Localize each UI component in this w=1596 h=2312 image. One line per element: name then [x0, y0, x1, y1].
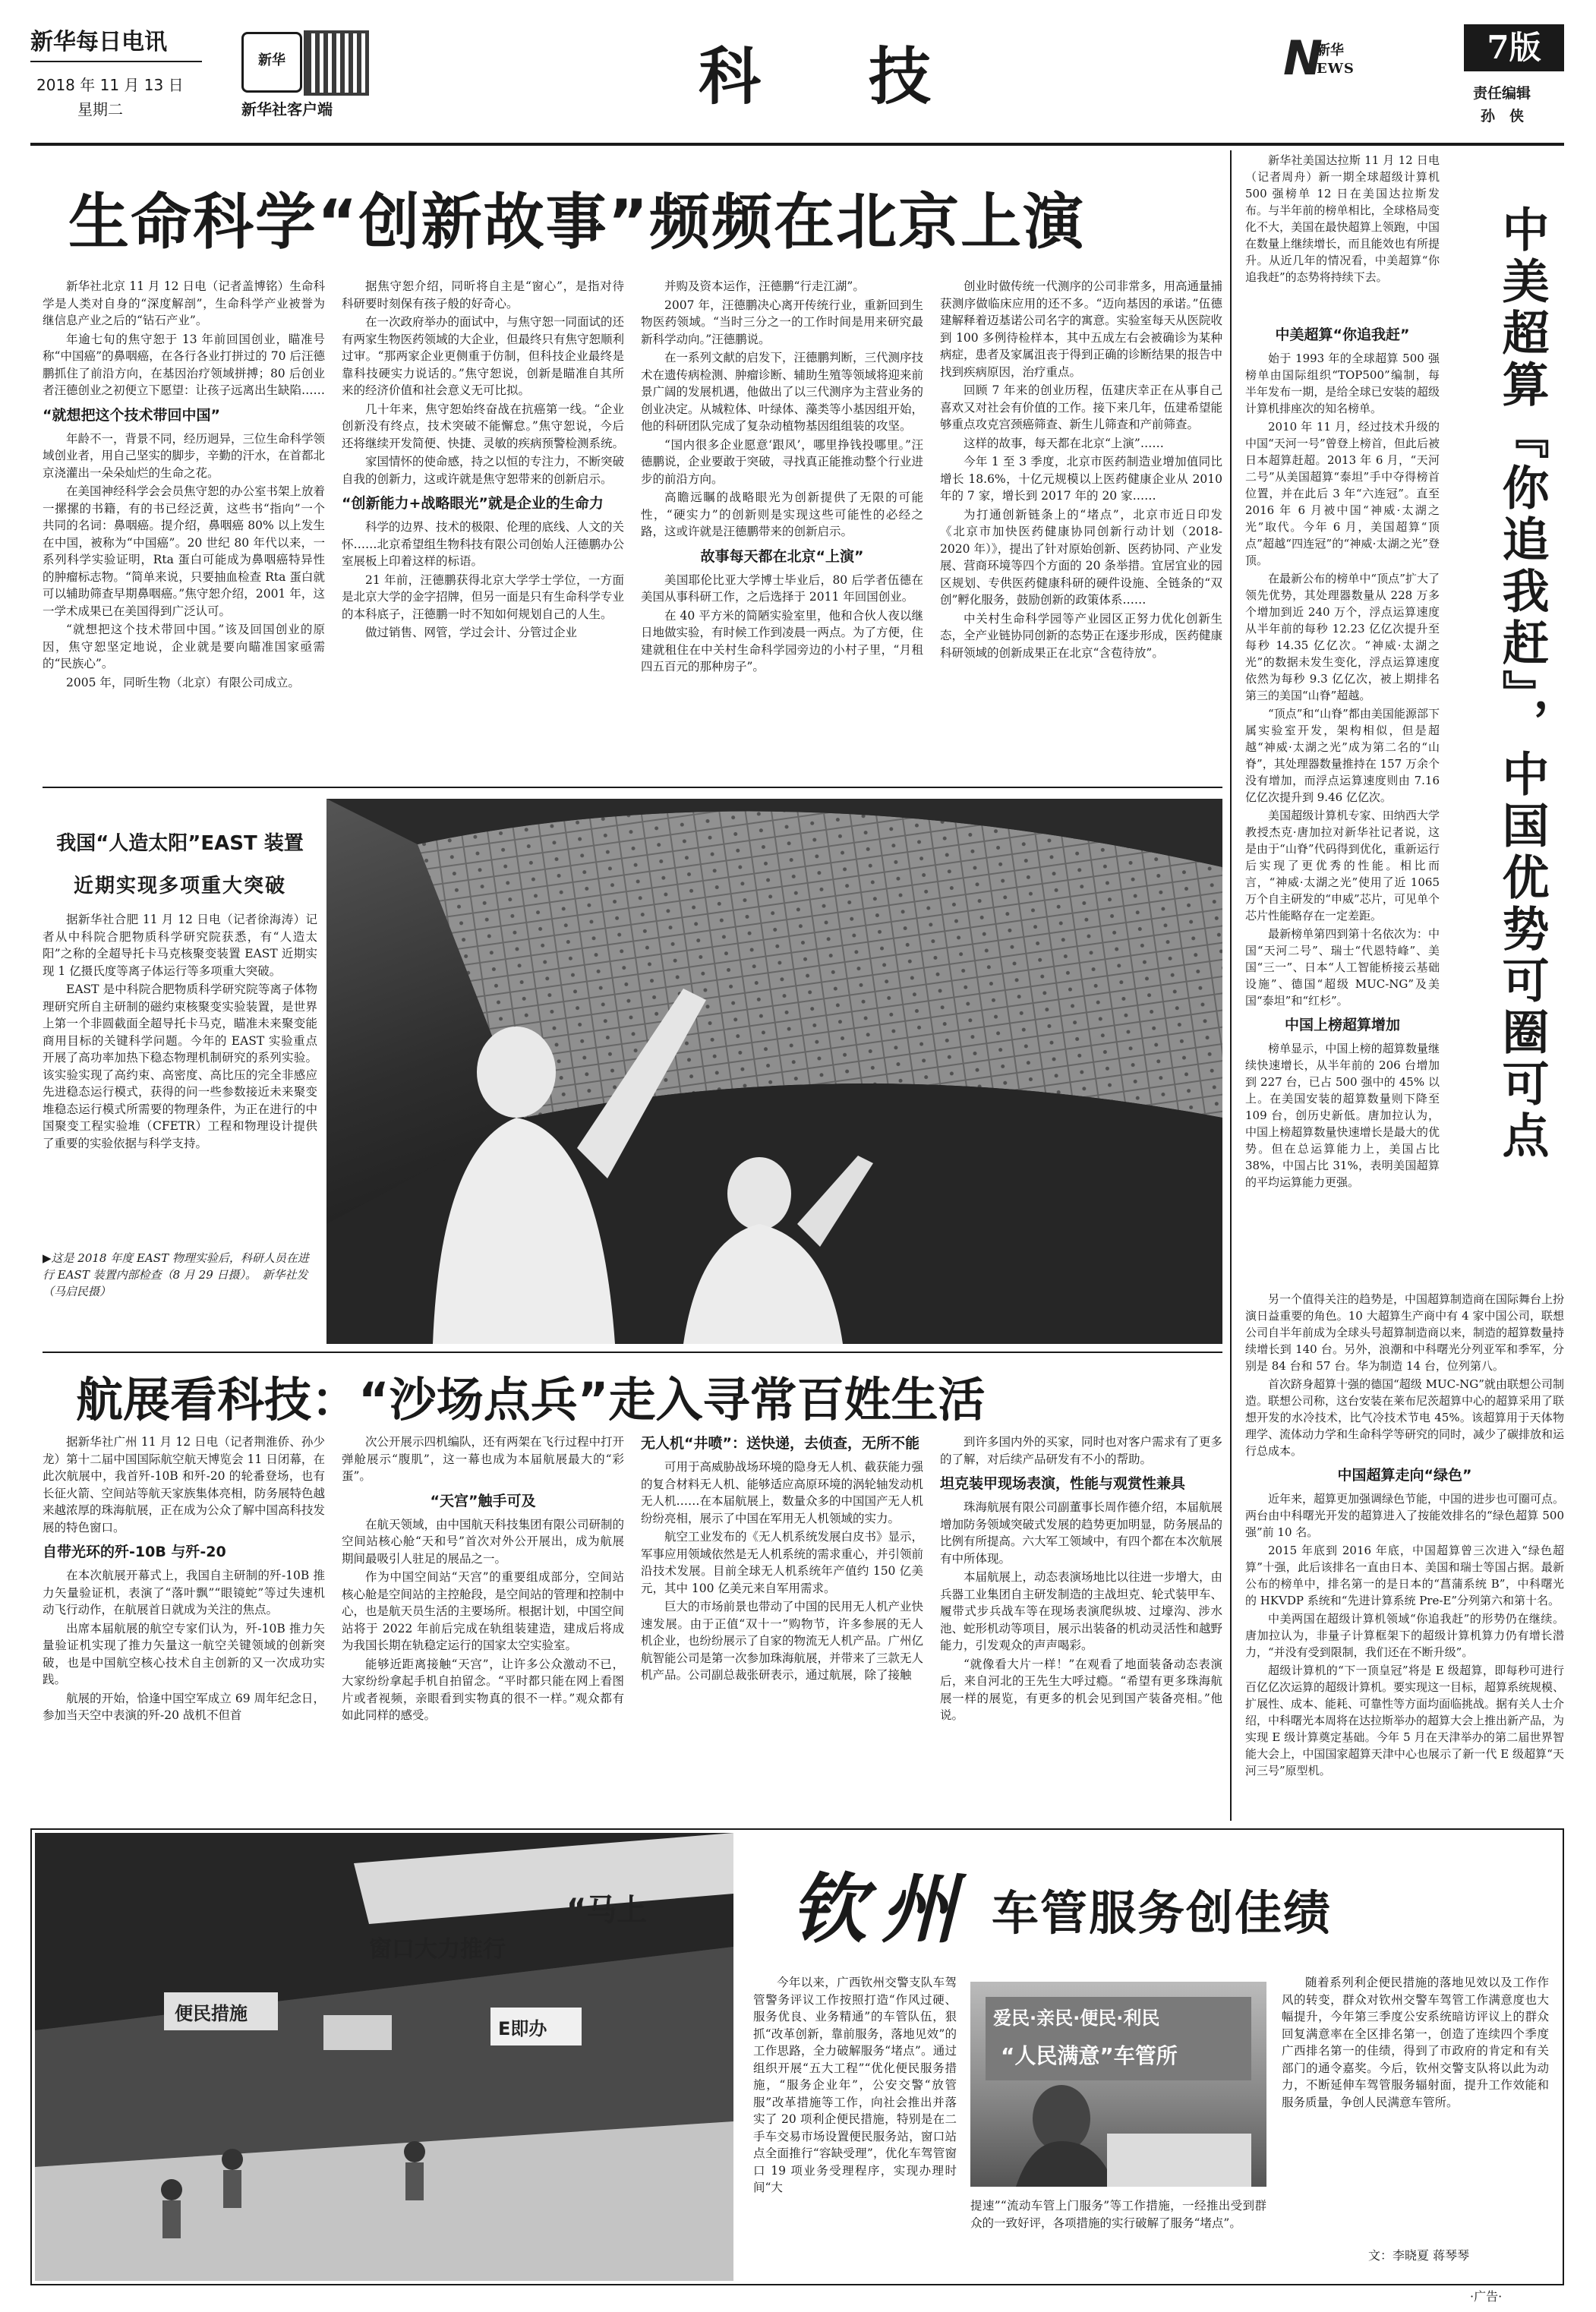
supercomputer-intro-text: 新华社美国达拉斯 11 月 12 日电（记者周舟）新一期全球超级计算机 500 强榜单 12 日在美国达拉斯发布。与半年前的榜单相比，全球格局变化不大，美国在最快超算上领跑，中国在数量上继续增长，而且能效也有所提升。从近几年的情况看，中美超算“你追我赶”的态势将持续下去。	[1245, 153, 1440, 284]
body-paragraph: “顶点”和“山脊”都由美国能源部下属实验室开发，架构相似，但是超越“神威·太湖之光”成为第二名的“山脊”，其处理器数量推持在 157 万余个没有增加，而浮点运算速度则由 7.16 亿亿次提升到 9.46 亿亿次。	[1245, 707, 1440, 804]
hall-sign-1: 窗口大力推行	[369, 1936, 506, 1963]
body-paragraph: 据焦守恕介绍，同昕将自主是“窗心”，是指对待科研要时刻保有孩子般的好奇心。	[342, 279, 624, 311]
body-paragraph: 年龄不一，背景不同，经历迥异，三位生命科学领域创业者，用自己坚实的脚步，辛勤的汗水，在首都北京浇灌出一朵朵灿烂的生命之花。	[43, 431, 325, 480]
headline-life-science: 生命科学“创新故事”频频在北京上演	[68, 187, 1086, 257]
supercomputer-subhead-2: 中国上榜超算增加	[1284, 1017, 1400, 1033]
body-paragraph: 在最新公布的榜单中“顶点”扩大了领先优势，其处理器数量从 228 万多个增加到近 240 万个，浮点运算速度从半年前的每秒 12.23 亿亿次提升至每秒 14.35 亿亿次。“神威·太湖之光”的数据未发生变化，浮点运算速度依然为每秒 9.3 亿亿次，被上期排名第三的美国“山脊”超越。	[1245, 572, 1440, 702]
body-paragraph: 出席本届航展的航空专家们认为，歼-10B 推力矢量验证机实现了推力矢量这一航空关键领域的创新突破，也是中国航空核心技术自主创新的又一次成功实践。	[43, 1621, 325, 1686]
body-paragraph: 能够近距离接触“天宫”，让许多公众激动不已，大家纷纷拿起手机自拍留念。“平时都只能在网上看图片或者视频，亲眼看到实物真的很不一样。”观众都有如此同样的感受。	[342, 1657, 624, 1722]
body-paragraph: 2007 年，汪德鹏决心离开传统行业，重新回到生物医药领域。“当时三分之一的工作时间是用来研究最新科学动向。”汪德鹏说。	[641, 298, 923, 346]
body-paragraph: 新华社北京 11 月 12 日电（记者盖博铭）生命科学是人类对自身的“深度解剖”，生命科学产业被誉为继信息产业之后的“钻石产业”。	[43, 279, 325, 327]
desk-sign-2: “人民满意”车管所	[1001, 2043, 1178, 2068]
body-paragraph: 这样的故事，每天都在北京“上演”……	[964, 436, 1164, 450]
body-paragraph: 年逾七旬的焦守恕于 13 年前回国创业，瞄准号称“中国癌”的鼻咽癌，在各行各业打拼过的 70 后汪德鹏抓住了前沿方向，在基因治疗领域拼搏；80 后创业者汪德创业之初便立下愿望：让孩子远离出生缺陷……	[43, 332, 325, 397]
body-paragraph: 2015 年底到 2016 年底，中国超算曾三次进入“绿色超算”十强，此后该排名一直由日本、美国和瑞士等国占据。最新公布的榜单中，排名第一的是日本的“菖蒲系统 B”，中科曙光的 HKVDP 系统和“先进计算系统 Pre-E”分列第六和第十名。	[1245, 1544, 1564, 1607]
page-number-box	[1464, 24, 1564, 71]
body-paragraph: 次公开展示四机编队，还有两架在飞行过程中打开弹舱展示“腹肌”，这一幕也成为本届航展最大的“彩蛋”。	[342, 1435, 624, 1483]
east-title-2: 近期实现多项重大突破	[73, 875, 286, 897]
body-paragraph: 在一次政府举办的面试中，与焦守恕一同面试的还有两家生物医药领域的大企业，但最终只有焦守恕顺利过审。“那两家企业更侧重于仿制，但科技企业最终是靠科技硬实力说话的。”焦守恕说，创新是瞄准自其所来的经济价值和社会意义无可比拟。	[342, 315, 624, 397]
body-paragraph: 美国耶伦比亚大学博士毕业后，80 后学者伍德在美国从事科研工作，之后选择于 2011 年回国创业。	[641, 572, 923, 604]
ad-col1: 今年以来，广西钦州交警支队车驾管警务评议工作按照打造“作风过硬、服务优良、业务精通”的车管队伍，狠抓“改革创新，靠前服务，落地见效”的工作思路，全力破解服务“堵点”。通过组织开展“五大工程”“优化便民服务措施，“服务企业年”，公安交警“放管服”改革措施等工作，向社会推出并落实了 20 项利企便民措施，特别是在二手车交易市场设置便民服务站，窗口站点全面推行“容缺受理”，优化车驾管窗口 19 项业务受理程序，实现办理时间“大	[753, 1976, 957, 2194]
ad-tag: ·广告·	[1470, 2289, 1503, 2304]
news-logo: N 新华 EWS	[1283, 30, 1355, 86]
body-paragraph: 中美两国在超级计算机领域“你追我赶”的形势仍在继续。唐加拉认为，非量子计算框架下的超级计算机算力仍有增长潜力，“并没有受到限制，我们还在不断升级”。	[1245, 1612, 1564, 1659]
body-paragraph: “国内很多企业愿意‘跟风’，哪里挣钱投哪里。”汪德鹏说，企业要敢于突破，寻找真正能推动整个行业进步的前沿方向。	[641, 437, 923, 486]
hall-sign-3: 便民措施	[175, 2003, 248, 2024]
qinzhou-ad	[30, 1828, 1564, 2285]
article1-col4	[940, 278, 1222, 779]
body-paragraph: 首次跻身超算十强的德国“超级 MUC-NG”就由联想公司制造。联想公司称，这台安装在莱布尼茨超算中心的超算采用了联想开发的水冷技术，比气冷技术节电 45%。该超算用于天体物理学、流体动力学和生命科学等研究的同时，减少了碳排放和运行总成本。	[1245, 1377, 1564, 1458]
body-paragraph: 2010 年 11 月，经过技术升级的中国“天河一号”曾登上榜首，但此后被日本超算赶超。2013 年 6 月，“天河二号”从美国超算“泰坦”手中夺得榜首位置，并在此后 3 年“六连冠”。直至 2016 年 6 月被中国“神威·太湖之光”取代。今年 6 月，美国超算“顶点”超越“四连冠”的“神威·太湖之光”登顶。	[1245, 420, 1440, 567]
body-paragraph: 创业时做传统一代测序的公司非常多，用高通量捕获测序做临床应用的还不多。“迈向基因的承诺。”伍德建解释着迈基诺公司名字的寓意。实验室每天从医院收到 100 多例待检样本，其中五成左右会被确诊为某种病症，患者及家属沮丧于得到正确的诊断结果的报告中找到疾病原因，治疗重点。	[940, 279, 1222, 379]
article3-subhead-1: 自带光环的歼-10B 与歼-20	[43, 1544, 226, 1560]
supercomputer-intro	[1245, 152, 1440, 319]
ad-col3: 随着系列利企便民措施的落地见效以及工作作风的转变，群众对钦州交警车驾管工作满意度也大幅提升，今年第三季度公安系统暗访评议上的群众回复满意率在全区排名第一，创造了连续四个季度广西排名第一的佳绩，得到了市政府的肯定和有关部门的通令嘉奖。今后，钦州交警支队将以此为动力，不断延伸车驾管服务辐射面，提升工作效能和服务质量，争创人民满意车管所。	[1282, 1976, 1549, 2109]
body-paragraph: 本届航展上，动态表演场地比以往进一步增大，由兵器工业集团自主研发制造的主战坦克、轮式装甲车、履带式步兵战车等在现场表演爬纵坡、过壕沟、涉水池、蛇形机动等项目，展示出装备的机动灵活性和越野能力，引发观众的声声喝彩。	[940, 1570, 1222, 1652]
body-paragraph: 超级计算机的“下一顶皇冠”将是 E 级超算，即每秒可进行百亿亿次运算的超级计算机。要实现这一目标，超算系统规模、扩展性、成本、能耗、可靠性等方面均面临挑战。据有关人士介绍，中科曙光本周将在达拉斯举办的超算大会上推出新产品，为实现 E 级计算奠定基础。今年 5 月在天津举办的第二届世界智能大会上，中国国家超算天津中心也展示了新一代 E 级超算“天河三号”原型机。	[1245, 1664, 1564, 1777]
body-paragraph: 珠海航展有限公司副董事长周作德介绍，本届航展增加防务领域突破式发展的趋势更加明显，防务展品的比例有所提高。六大军工领域中，有四个都在本次航展有中所体现。	[940, 1500, 1222, 1566]
qr-code-icon	[304, 30, 369, 96]
body-paragraph: 可用于高威胁战场环境的隐身无人机、截获能力强的复合材料无人机、能够适应高原环境的涡轮轴发动机无人机……在本届航展上，数量众多的中国国产无人机纷纷亮相，展示了中国在军用无人机领域的实力。	[641, 1460, 923, 1525]
body-paragraph: 在航天领域，由中国航天科技集团有限公司研制的空间站核心舱“天和号”首次对外公开展出，成为航展期间最吸引人驻足的展品之一。	[342, 1517, 624, 1566]
body-paragraph: 榜单显示，中国上榜的超算数量继续快速增长，从半年前的 206 台增加到 227 台，已占 500 强中的 45% 以上。在美国安装的超算数量则下降至 109 台，创历史新低。唐加拉认为，中国上榜超算数量快速增长是最大的优势。但在总运算能力上，美国占比 38%，中国占比 31%，表明美国超算的平均运算能力更强。	[1245, 1042, 1440, 1189]
editor-label: 责任编辑	[1473, 85, 1531, 102]
body-paragraph: 作为中国空间站“天宫”的重要组成部分，空间站核心舱是空间站的主控舱段，是空间站的管理和控制中心，也是航天员生活的主要场所。根据计划，中国空间站将于 2022 年前后完成在轨组装建造，建成后将成为我国长期在轨稳定运行的国家太空实验室。	[342, 1570, 624, 1652]
supercomputer-subhead-3: 中国超算走向“绿色”	[1337, 1467, 1472, 1484]
body-paragraph: 在一系列文献的启发下，汪德鹏判断，三代测序技术在遗传病检测、肿瘤诊断、辅助生殖等领域将迎来前景广阔的发展机遇，他做出了以三代测序为主营业务的创业决定。从城粒体、叶绿体、藻类等小基因组开始，他的科研团队完成了复杂动植物基因组组装的攻坚。	[641, 351, 923, 433]
article3-col1	[43, 1434, 325, 1828]
body-paragraph: 回顾 7 年来的创业历程，伍建庆幸正在从事自己喜欢又对社会有价值的工作。接下来几年，伍建希望能够重点攻克宫颈癌筛查、新生儿筛查和产前筛查。	[940, 383, 1222, 431]
body-paragraph: 家国情怀的使命感，持之以恒的专注力，不断突破自我的创新力，这或许就是焦守恕带来的创新启示。	[342, 455, 624, 486]
ad-title-rest: 车管服务创佳绩	[992, 1885, 1333, 1941]
section-title: 科 技	[699, 40, 954, 113]
ad-byline: 文：李晓夏 蒋琴琴	[1368, 2248, 1470, 2263]
hall-sign-4: E即办	[498, 2018, 547, 2039]
body-paragraph: 近年来，超算更加强调绿色节能，中国的进步也可圈可点。两台由中科曙光开发的超算进入了按能效排名的“绿色超算 500 强”前 10 名。	[1245, 1492, 1564, 1539]
article3-col2	[342, 1434, 624, 1828]
body-paragraph: 航展的开始，恰逢中国空军成立 69 周年纪念日，参加当天空中表演的歼-20 战机不但首	[43, 1691, 325, 1722]
supercomputer-body	[1245, 319, 1440, 1291]
article1-subhead-1: “就想把这个技术带回中国”	[43, 406, 220, 424]
body-paragraph: 21 年前，汪德鹏获得北京大学学士学位，一方面是北京大学的金字招牌，但另一面是只有生命科学专业的本科底子，汪德鹏一时不知如何规划自己的人生。	[342, 572, 624, 621]
article3-col3	[641, 1434, 923, 1828]
east-body	[43, 911, 317, 1245]
article3-subhead-4: 坦克装甲现场表演，性能与观赏性兼具	[940, 1475, 1186, 1492]
article1-col1	[43, 278, 325, 779]
east-photo-caption: ▶这是 2018 年度 EAST 物理实验后，科研人员在进行 EAST 装置内部检查（8 月 29 日摄）。 新华社发（马启民摄）	[43, 1251, 309, 1298]
issue-date: 2018 年 11 月 13 日	[36, 76, 184, 94]
east-title-1: 我国“人造太阳”EAST 装置	[56, 832, 304, 855]
body-paragraph: 中关村生命科学园等产业园区正努力优化创新生态，全产业链协同创新的态势正在逐步形成，医药健康科研领域的创新成果正在北京“含苞待放”。	[940, 611, 1222, 660]
body-paragraph: 在美国神经科学会会员焦守恕的办公室书架上放着一摞摞的书籍，有的书已经泛黄，这些书“指向”一个共同的名词：鼻咽癌。提介绍，鼻咽癌 80% 以上发生在中国，被称为“中国癌”。20 世纪 80 年代以来，一系列科学实验证明，Rta 蛋白可能成为鼻咽癌特异性的肿瘤标志物。“简单来说，只要抽血检查 Rta 蛋白就可以辅助筛查早期鼻咽癌。”焦守恕介绍，2001 年，这一学术成果已在美国得到广泛认可。	[43, 484, 325, 618]
article1-col2	[342, 278, 624, 779]
supercomputer-vertical-headline: 中美超算『你追我赶』，中国优势可圈可点	[1494, 205, 1550, 1162]
body-paragraph: 另一个值得关注的趋势是，中国超算制造商在国际舞台上扮演日益重要的角色。10 大超算生产商中有 4 家中国公司，联想公司自半年前成为全球头号超算制造商以来，制造的超算数量持续增长到 140 台。另外，浪潮和中科曙光分列亚军和季军，分别是 84 台和 57 台。华为制造 14 台，位列第八。	[1245, 1292, 1564, 1373]
desk-sign-1: 爱民·亲民·便民·利民	[993, 2008, 1160, 2029]
body-paragraph: 在 40 平方米的简陋实验室里，他和合伙人夜以继日地做实验，有时候工作到凌晨一两点。为了方便，住建就租住在中关村生命科学园旁边的小村子里，“月租四五百元的那种房子”。	[641, 608, 923, 673]
body-paragraph: 据新华社广州 11 月 12 日电（记者荆淮侨、孙少龙）第十二届中国国际航空航天博览会 11 日闭幕，在此次航展中，我首歼-10B 和歼-20 的轮番登场，也有长征火箭、空间站等航天家族集体亮相，防务展特色越来越浓厚的珠海航展，正在成为公众了解中国高科技发展的特色窗口。	[43, 1435, 325, 1534]
article1-subhead-2: “创新能力+战略眼光”就是企业的生命力	[342, 495, 604, 512]
masthead	[0, 0, 1596, 144]
body-paragraph: 2005 年，同昕生物（北京）有限公司成立。	[66, 675, 300, 689]
body-paragraph: “就想把这个技术带回中国。”该及回国创业的原因，焦守恕坚定地说，企业就是要向瞄准国家亟需的“民族心”。	[43, 623, 325, 670]
body-paragraph: 并购及资本运作，汪德鹏“行走江湖”。	[664, 279, 865, 293]
body-paragraph: 美国超级计算机专家、田纳西大学教授杰克·唐加拉对新华社记者说，这是由于“山脊”代码得到优化，重新运行后实现了更优秀的性能。相比而言，“神威·太湖之光”使用了近 1065 万个自主研发的“申威”芯片，可见单个芯片性能略存在一定差距。	[1245, 809, 1440, 923]
body-paragraph: 在本次航展开幕式上，我国自主研制的歼-10B 推力矢量验证机，表演了“落叶飘”“眼镜蛇”等过失速机动飞行动作，在航展首日就成为关注的焦点。	[43, 1569, 325, 1617]
ad-photo-service-desk	[970, 1982, 1266, 2187]
body-paragraph: 几十年来，焦守恕始终奋战在抗癌第一线。“企业创新没有终点，技术突破不能懈怠。”焦守恕说，今后还将继续开发简便、快捷、灵敏的疾病预警检测系统。	[342, 402, 624, 450]
ad-title-qinzhou: 钦州	[791, 1864, 970, 1954]
ad-photo-service-hall	[35, 1833, 733, 2281]
article3-subhead-2: “天宫”触手可及	[430, 1492, 536, 1509]
body-paragraph: 今年 1 至 3 季度，北京市医药制造业增加值同比增长 18.6%，十亿元规模以上医药健康企业从 2010 年的 7 家，增长到 2017 年的 20 家……	[940, 455, 1222, 503]
editor-name: 孙 侠	[1481, 108, 1525, 125]
supercomputer-subhead-1: 中美超算“你追我赶”	[1275, 326, 1410, 343]
body-paragraph: EAST 是中科院合肥物质科学研究院等离子体物理研究所自主研制的磁约束核聚变实验装置，是世界上第一个非圆截面全超导托卡马克，瞄准未来聚变能商用目标的关键科学问题。今年的 EAST 实验重点开展了高功率加热下稳态物理机制研究的系列实验。该实验实现了高约束、高密度、高比压的完全非感应先进稳态运行模式，获得的问一些参数接近未来聚变堆稳态运行模式所需要的物理条件，为正在进行的中国聚变工程实验堆（CFETR）工程和物理设计提供了重要的实验依据与科学支持。	[43, 983, 317, 1150]
news-logo-text: 新华	[1317, 43, 1344, 58]
xinhua-app-logo: 新华	[241, 32, 302, 93]
body-paragraph: 科学的边界、技术的极限、伦理的底线、人文的关怀……北京希望组生物科技有限公司创始人汪德鹏办公室展板上印着这样的标语。	[342, 520, 624, 568]
east-photo	[326, 799, 1222, 1344]
article3-subhead-3: 无人机“井喷”：送快递，去侦查，无所不能	[641, 1435, 919, 1452]
body-paragraph: 为打通创新链条上的“堵点”，北京市近日印发《北京市加快医药健康协同创新行动计划（2018-2020 年）》，提出了针对原始创新、医药协同、产业发展、营商环境等四个方面的 20 条举措。宜居宜业的园区规划、专供医药健康科研的硬件设施、全链条的“双创”孵化服务，鼓励创新的政策体系……	[940, 507, 1222, 607]
east-photo-illustration	[326, 799, 1222, 1344]
supercomputer-body-wide	[1245, 1291, 1564, 1822]
body-paragraph: 据新华社合肥 11 月 12 日电（记者徐海涛）记者从中科院合肥物质科学研究院获悉，有“人造太阳”之称的全超导托卡马克核聚变装置 EAST 近期实现 1 亿摄氏度等离子体运行等多项重大突破。	[43, 913, 317, 978]
body-paragraph: “就像看大片一样！”在观看了地面装备动态表演后，来自河北的王先生大呼过瘾。“希望有更多珠海航展一样的展览，有更多的机会见到国产装备亮相。”他说。	[940, 1657, 1222, 1722]
body-paragraph: 始于 1993 年的全球超算 500 强榜单由国际组织“TOP500”编制，每半年发布一期，是给全球已安装的超级计算机排座次的知名榜单。	[1245, 352, 1440, 415]
headline-airshow: 航展看科技：“沙场点兵”走入寻常百姓生活	[76, 1372, 986, 1427]
article1-subhead-3: 故事每天都在北京“上演”	[700, 547, 864, 565]
article3-col4	[940, 1434, 1222, 1828]
issue-weekday: 星期二	[77, 100, 123, 118]
body-paragraph: 巨大的市场前景也带动了中国的民用无人机产业快速发展。由于正值“双十一”购物节，许多参展的无人机企业，也纷纷展示了自家的物流无人机产品。广州亿航智能公司是第一次参加珠海航展，并带来了三款无人机产品。公司副总裁张研表示，通过航展，除了接触	[641, 1600, 923, 1682]
hall-sign-2: “马上	[566, 1893, 648, 1928]
body-paragraph: 高瞻远瞩的战略眼光为创新提供了无限的可能性，“硬实力”的创新则是实现这些可能性的必经之路，这或许就是汪德鹏带来的创新启示。	[641, 490, 923, 538]
app-caption: 新华社客户端	[241, 100, 333, 118]
ad-col2: 提速”“流动车管上门服务”等工作措施，一经推出受到群众的一致好评，各项措施的实行破解了服务“堵点”。	[970, 2199, 1266, 2230]
paper-name: 新华每日电讯	[30, 29, 167, 55]
page-number: 7版	[1487, 29, 1541, 66]
article1-col3	[641, 278, 923, 779]
body-paragraph: 最新榜单第四到第十名依次为：中国“天河二号”、瑞士“代恩特峰”、美国“三一”、日本“人工智能桥接云基础设施”、德国“超级 MUC-NG”及美国“泰坦”和“红杉”。	[1245, 927, 1440, 1008]
body-paragraph: 做过销售、网管，学过会计、分管过企业	[365, 626, 578, 639]
body-paragraph: 航空工业发布的《无人机系统发展白皮书》显示，军事应用领域依然是无人机系统的需求重心，并引领前沿技术发展。目前全球无人机系统年产值约 150 亿美元，其中 100 亿美元来自军用需求。	[641, 1530, 923, 1595]
body-paragraph: 到许多国内外的买家，同时也对客户需求有了更多的了解，对后续产品研发有不小的帮助。	[940, 1435, 1222, 1466]
